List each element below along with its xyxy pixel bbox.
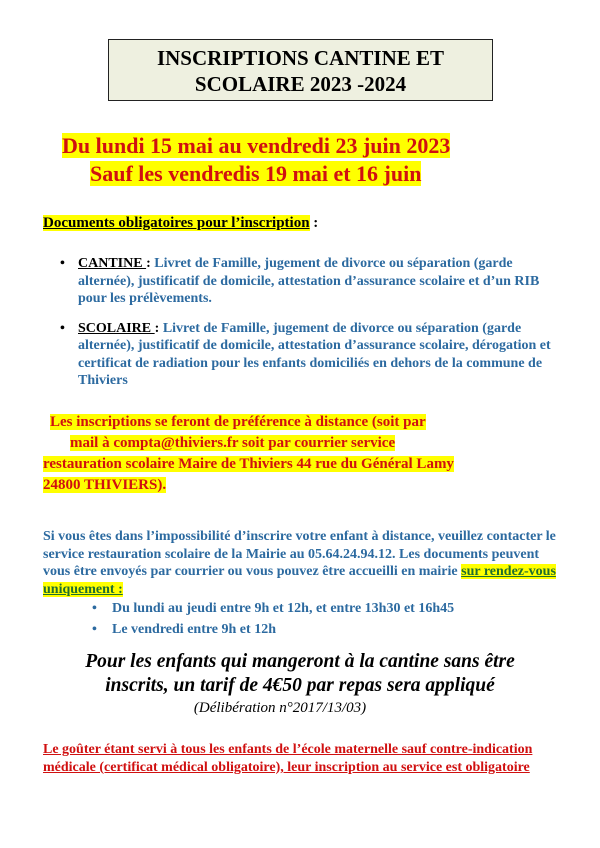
dates-exceptions: Sauf les vendredis 19 mai et 16 juin bbox=[90, 161, 422, 186]
documents-heading-row bbox=[43, 215, 318, 232]
preference-line-2-row bbox=[43, 433, 563, 454]
preference-block bbox=[43, 412, 563, 496]
title-line-1: INSCRIPTIONS CANTINE ET bbox=[156, 46, 445, 70]
preference-line-1-row bbox=[43, 412, 563, 433]
bullet-icon: • bbox=[60, 320, 65, 336]
rdv-highlight: sur rendez-vous uniquement : bbox=[43, 564, 556, 597]
list-item-scolaire bbox=[56, 320, 556, 390]
contact-text: Si vous êtes dans l’impossibilité d’inscrire votre enfant à distance, veuillez contacter le service restauration scolaire de la Mairie au 05.64.24.94.12. Les documents peuvent vous être envoyés par courrier ou vous pouvez être accueilli en mairie bbox=[43, 529, 556, 579]
preference-line-1: Les inscriptions se feront de préférence à distance (soit par bbox=[50, 414, 426, 430]
bullet-icon: • bbox=[92, 622, 97, 637]
deliberation: (Délibération n°2017/13/03) bbox=[193, 700, 367, 716]
title-box bbox=[108, 39, 493, 101]
hours-item bbox=[92, 598, 454, 619]
cantine-text: Livret de Famille, jugement de divorce ou séparation (garde alternée), justificatif de domicile, attestation d’assurance scolaire et d’un RIB pour les prélèvements. bbox=[78, 256, 540, 306]
hours-item bbox=[92, 619, 454, 640]
preference-line-4: 24800 THIVIERS). bbox=[43, 477, 167, 493]
preference-line-3: restauration scolaire Maire de Thiviers 44 rue du Général Lamy bbox=[43, 456, 454, 472]
bullet-icon: • bbox=[92, 601, 97, 616]
tarif-line-1: Pour les enfants qui mangeront à la cantine sans être bbox=[85, 651, 515, 672]
tarif-line-2: inscrits, un tarif de 4€50 par repas sera appliqué bbox=[105, 675, 495, 696]
scolaire-sep: : bbox=[154, 320, 163, 336]
scolaire-label: SCOLAIRE bbox=[78, 320, 155, 336]
hours-text: Le vendredi entre 9h et 12h bbox=[112, 622, 276, 637]
cantine-label: CANTINE bbox=[78, 256, 147, 271]
hours-text: Du lundi au jeudi entre 9h et 12h, et entre 13h30 et 16h45 bbox=[112, 601, 455, 616]
list-item-cantine bbox=[56, 255, 556, 308]
documents-heading: Documents obligatoires pour l’inscription bbox=[43, 215, 310, 231]
cantine-sep: : bbox=[146, 256, 155, 271]
dates-line-2 bbox=[90, 161, 421, 187]
documents-list bbox=[56, 255, 556, 402]
documents-heading-suffix: : bbox=[309, 215, 319, 231]
preference-line-4-row bbox=[43, 475, 563, 496]
title-line-2: SCOLAIRE 2023 -2024 bbox=[194, 72, 407, 96]
hours-list bbox=[92, 598, 454, 640]
bullet-icon: • bbox=[60, 256, 65, 271]
dates-line-1 bbox=[62, 133, 450, 159]
contact-paragraph bbox=[43, 528, 563, 598]
preference-line-2: mail à compta@thiviers.fr soit par courrier service bbox=[70, 435, 396, 451]
scolaire-text: Livret de Famille, jugement de divorce ou séparation (garde alternée), justificatif de domicile, attestation d’assurance scolaire, dérogation et certificat de radiation pour les enfants domiciliés en dehors de la commune de Thiviers bbox=[78, 320, 551, 388]
dates-range: Du lundi 15 mai au vendredi 23 juin 2023 bbox=[62, 133, 451, 158]
tarif-block bbox=[40, 650, 560, 698]
preference-line-3-row bbox=[43, 454, 563, 475]
gouter-notice: Le goûter étant servi à tous les enfants de l’école maternelle sauf contre-indication médicale (certificat médical obligatoire), leur inscription au service est obligatoire bbox=[43, 742, 533, 775]
